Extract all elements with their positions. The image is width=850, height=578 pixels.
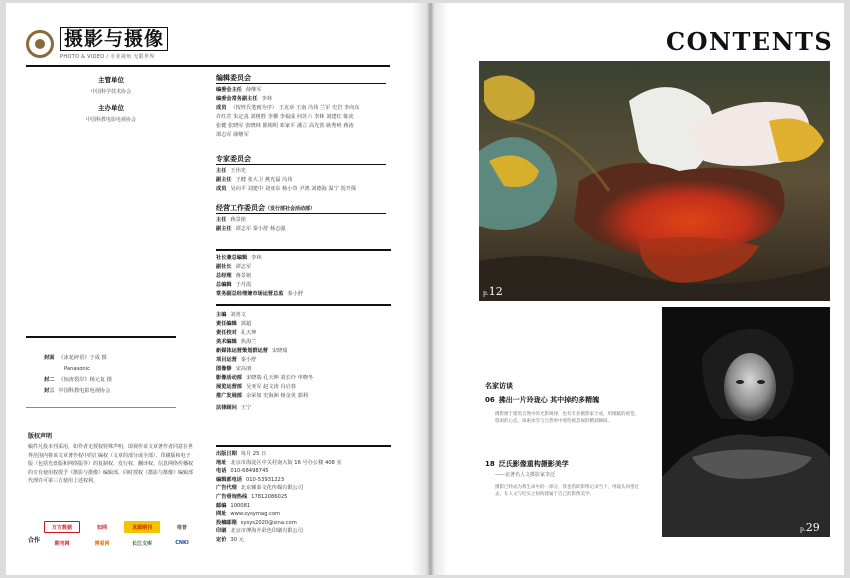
toc-page-number: 06	[485, 396, 495, 404]
spine-shadow	[412, 3, 448, 575]
toc-page-number: 18	[485, 460, 495, 468]
photo1-page-number: p.12	[483, 285, 503, 298]
sponsor-value: 中国科学技术协会	[90, 89, 131, 95]
partners-label: 合作	[28, 537, 41, 544]
partners-logos	[44, 521, 200, 549]
header-rule	[26, 65, 390, 67]
staff-rule	[216, 249, 391, 251]
publication-rule	[216, 445, 391, 447]
magazine-logo	[26, 27, 168, 60]
partner-logo: 维普	[164, 521, 200, 533]
partner-logo: 期刊网	[44, 537, 80, 549]
copyright-rule	[26, 407, 176, 408]
sponsor-block	[46, 75, 176, 95]
copyright-title: 版权声明	[28, 433, 53, 440]
portrait-image	[662, 307, 830, 537]
sponsor-label: 主管单位	[98, 76, 124, 84]
photo2-page-number: p.29	[800, 521, 820, 534]
logo-name: 摄影与摄像	[60, 27, 168, 51]
copyright-text: 稿件凡投本刊采用，如作者无授权特殊声明，即视作该文章著作者同意在世界范围内将该文章著作权中的汇编权（文章的部分或全部）、印刷版和电子版（包括光盘版和网络版等）的复制权、发行权、翻译权、信息网络传播权的专有使用权授予《摄影与摄像》编辑部，同时授权《摄影与摄像》编辑部代理许可第三方使用上述权利。	[28, 444, 194, 484]
business-rule	[216, 213, 386, 214]
publication-list: 出版日期 每月 25 日 地址 北京市海淀区中关村南大街 16 号办公楼 408 室 电话 010-68498745 编辑部电话 010-53931223 广告代理 北京臻泰文化传媒有限公司 广告垂询热线 17812086025 邮编 100081 网址 www.sysymag.com 投稿邮箱 sysys2020@sina.com 印刷 北京市博海升彩色印刷有限公司 定价 30 元	[216, 451, 342, 543]
staff-list: 社长兼总编辑 李林 副社长 谭志军 总经理 蒋景铭 总编辑 于丹霞 常务副总经理兼市场运营总监 秦小舒	[216, 255, 304, 297]
business-title: 经营工作委员会（发行部社会活动部）	[216, 204, 316, 212]
magazine-spread	[6, 3, 844, 575]
partner-logo: 龙源期刊	[124, 521, 160, 533]
toc-item-subtitle: ——访著名人文摄影家李泛	[495, 472, 556, 478]
editorial-rule	[216, 83, 386, 84]
abstract-ice-image	[479, 61, 830, 301]
toc-item-summary: 摄影源于建筑自然中的光影规律，也有专业摄影家于成，用细腻的视觉、悠闲的心态，探索冰雪与自然界中那些被忽视的精彩瞬间。	[495, 412, 639, 424]
experts-rule	[216, 164, 386, 165]
toc-item-title: 泛氏影像重构摄影美学	[498, 460, 569, 468]
experts-title: 专家委员会	[216, 155, 251, 163]
logo-subtitle: PHOTO & VIDEO / 专业视角 无限世界	[60, 54, 155, 60]
contents-title: CONTENTS	[666, 27, 834, 56]
editors-list: 主编 刘喜文 责任编辑 郭超 责任校对 孔天坤 美术编辑 焦海兰 新媒体运营策划群运营 宋晓瑞 项目运营 秦小舒 图像修 宋高朋 影像活动部 宋晓瑞 孔天坤 刘长玲 申晓冬 展览运营部 吴亚军 赵文涛 冯启春 推广发展部 余荣如 史海洲 杨金英 郭利 法律顾问 王宁	[216, 312, 314, 411]
editors-rule	[216, 304, 391, 306]
right-page	[430, 3, 844, 575]
experts-list: 主任 王伟光 副主任 王健 张大卫 燕光磊 冯伟 成员 吴向平 刘建中 刘亚东 杨小奇 尹鸿 刘德海 温宁 贺开探	[216, 168, 357, 192]
partner-logo: 知网	[84, 521, 120, 533]
partner-logo: 万方数据	[44, 521, 80, 533]
partner-logo: CNKI	[164, 537, 200, 549]
toc-section-title: 名家访谈	[485, 382, 513, 390]
organizer-value: 中国科教电影电视协会	[85, 117, 136, 123]
editorial-title: 编辑委员会	[216, 74, 251, 82]
partner-logo: 博看网	[84, 537, 120, 549]
abstract-ice-photo	[479, 61, 830, 301]
editorial-list: 编委会主任 薛继军 编委会常务副主任 李林 成员 （按姓氏笔画为序） 王克章 王南 冯伟 兰军 史岩 李向东 许红芷 朱定真 刘树胜 李骥 李福成 何苏六 李林 刘建红 陈虎 张健 张晓军 张晓林 陈锡明 邓家平 潘立 高光善 耿秀岭 蒋涛 谭志军 薛继军	[216, 87, 360, 138]
toc-item[interactable]	[485, 459, 655, 498]
toc-item-title: 拂出一片玲珑心 其中掉约多精魄	[498, 396, 600, 404]
partner-logo: 长江文库	[124, 537, 160, 549]
camera-lens-icon	[26, 30, 54, 58]
business-list: 主任 蒋景铭 副主任 谭志军 秦小舒 杨志强	[216, 217, 286, 232]
organizer-block	[46, 103, 176, 123]
organizer-label: 主办单位	[98, 104, 124, 112]
cover-list: 封面 《冰花碎语》于成 摄 Panasonic 封二 《惊涛裂岸》杨元复 摄 封三 中国科教电影电视协会	[44, 355, 112, 394]
left-page	[6, 3, 430, 575]
portrait-photo	[662, 307, 830, 537]
toc-item[interactable]	[485, 395, 655, 425]
toc-item-summary: 摄影已经成为我生命中的一部分，我也借助影像记录当下，用镜头回望过去，在人文与纪实之间构建属于自己的影像美学。	[495, 485, 639, 497]
cover-rule	[26, 336, 176, 338]
